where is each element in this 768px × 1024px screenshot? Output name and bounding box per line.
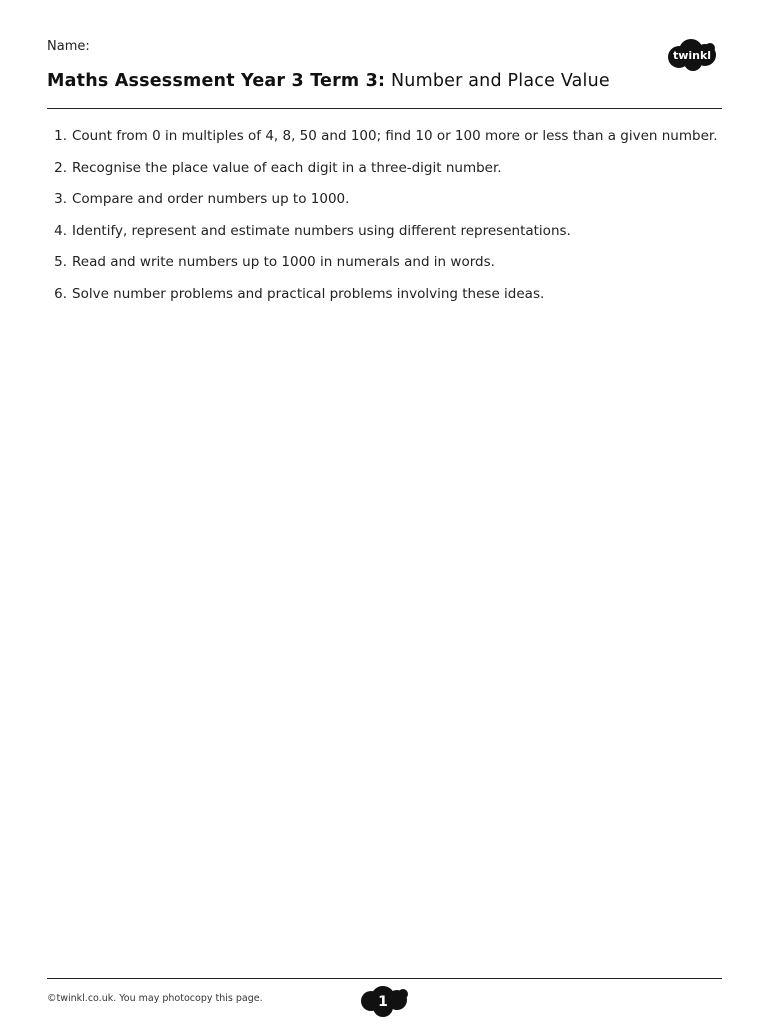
page-number-badge (357, 984, 411, 1018)
list-item-number: 1. (54, 128, 67, 144)
list-item (47, 157, 722, 189)
logo-text: twinkl (672, 49, 712, 62)
list-item-text: Identify, represent and estimate numbers using different representations. (72, 222, 571, 239)
list-item (47, 188, 722, 220)
page-title (47, 71, 610, 91)
list-item-number: 4. (54, 222, 67, 239)
list-item (47, 125, 722, 157)
footer-copyright: ©twinkl.co.uk. You may photocopy this page. (47, 993, 263, 1004)
list-item-text: Compare and order numbers up to 1000. (72, 191, 350, 207)
list-item-text: Count from 0 in multiples of 4, 8, 50 and 100; find 10 or 100 more or less than a given number. (72, 128, 718, 144)
list-item-text: Recognise the place value of each digit in a three-digit number. (72, 159, 502, 176)
header-divider (47, 108, 722, 109)
title-bold: Maths Assessment Year 3 Term 3: (47, 71, 386, 91)
list-item-number: 6. (54, 285, 67, 302)
list-item (47, 251, 722, 283)
list-item-number: 3. (54, 191, 67, 207)
name-label: Name: (47, 39, 90, 54)
list-item-number: 5. (54, 254, 67, 270)
title-rest: Number and Place Value (390, 71, 610, 91)
list-item (47, 283, 722, 315)
list-item-number: 2. (54, 159, 67, 176)
objectives-list (47, 125, 722, 314)
list-item-text: Solve number problems and practical problems involving these ideas. (72, 285, 545, 302)
twinkl-logo (665, 38, 719, 72)
page-number: 1 (378, 994, 388, 1010)
footer-divider (47, 978, 722, 979)
list-item (47, 220, 722, 252)
list-item-text: Read and write numbers up to 1000 in numerals and in words. (72, 254, 495, 270)
